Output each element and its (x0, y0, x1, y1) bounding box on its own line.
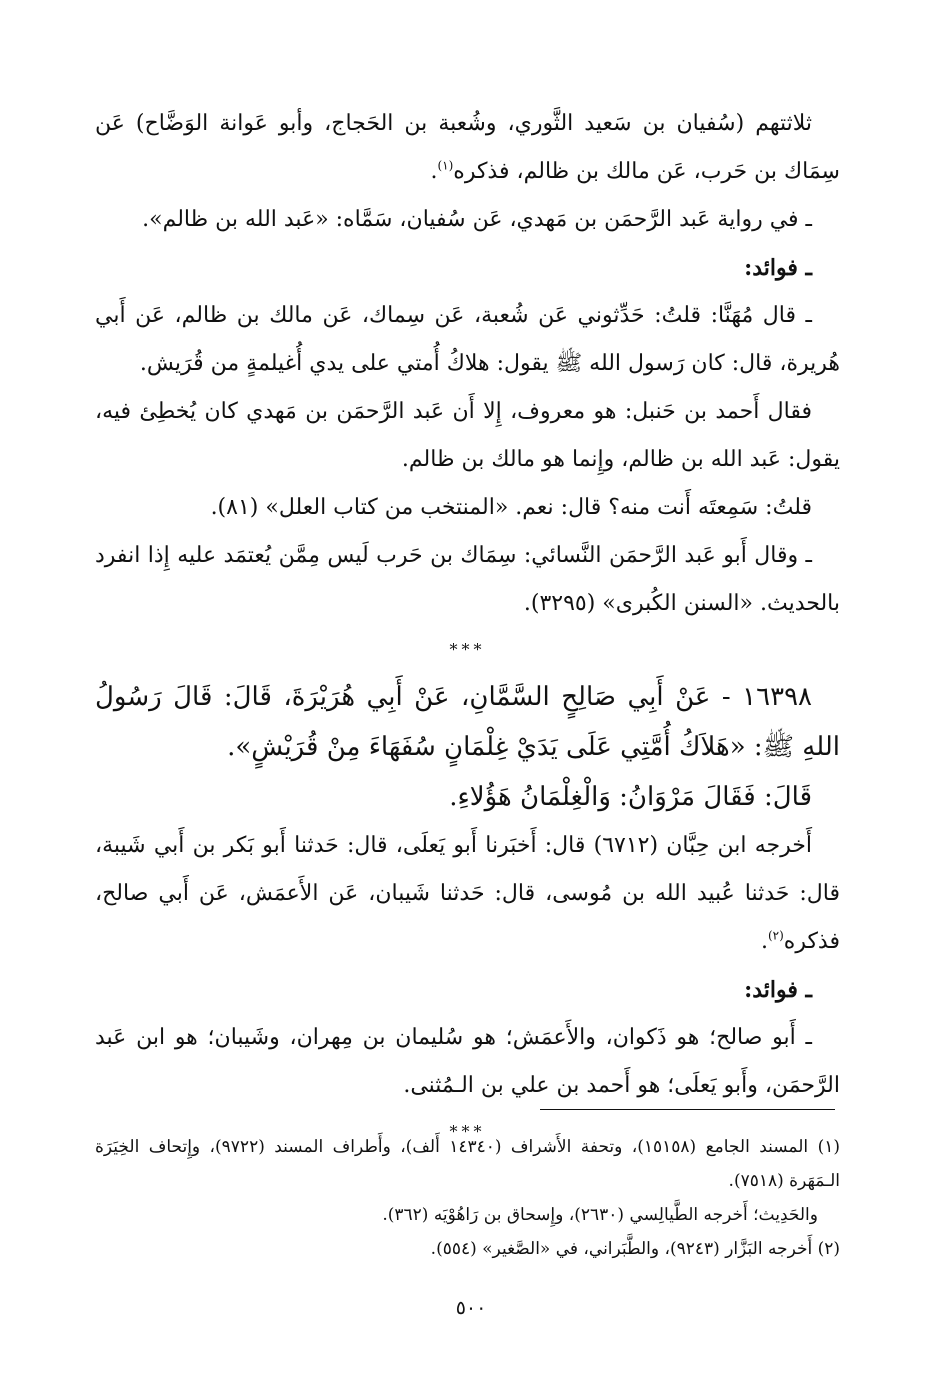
footnote-1-continuation: والحَدِيث؛ أَخرجه الطَّيالِسي (٢٦٣٠)، وإِسحاق بن رَاهُوْيَه (٣٦٢). (382, 1205, 818, 1225)
paragraph-muhanna: ـ قال مُهَنَّا: قلتُ: حَدِّثوني عَن شُعبة، عَن سِماك، عَن مالك بن ظالم، عَن أَبي هُريرة، قال: كان رَسول الله ﷺ يقول: هلاكُ أُمتي على يدي أُغيلمةٍ من قُرَيش. (95, 303, 840, 376)
paragraph-ahmad: فقال أَحمد بن حَنبل: هو معروف، إِلا أَن عَبد الرَّحمَن بن مَهدي كان يُخطِئ فيه، يقول: عَبد الله بن ظالم، وإِنما هو مالك بن ظالم. (95, 399, 840, 472)
section-separator-2: *** (449, 1122, 486, 1141)
benefits-heading-2: ـ فوائد: (744, 977, 812, 1003)
hadith-number: ١٦٣٩٨ - (710, 682, 812, 712)
footnote-ref-2[interactable]: (٢) (767, 928, 784, 943)
footnote-1: (١) المسند الجامع (١٥١٥٨)، وتحفة الأَشراف (١٤٣٤٠ أَلف)، وأَطراف المسند (٩٧٢٢)، وإِتحاف الخِيَرَة الـمَهَرة (٧٥١٨). (95, 1137, 840, 1191)
hadith-continuation: قَالَ: فَقَالَ مَرْوَانُ: وَالْغِلْمَانُ هَؤُلاءِ. (449, 782, 812, 812)
page-body (95, 100, 840, 1154)
footnote-divider (540, 1109, 835, 1110)
paragraph-variant: ـ في رواية عَبد الرَّحمَن بن مَهدي، عَن سُفيان، سَمَّاه: «عَبد الله بن ظالم». (142, 207, 812, 232)
footnotes (95, 1130, 840, 1266)
benefits-heading-1: ـ فوائد: (744, 255, 812, 281)
paragraph-question: قلتُ: سَمِعتَه أَنت منه؟ قال: نعم. «المنتخب من كتاب العلل» (٨١). (210, 495, 812, 520)
paragraph-narrators: ـ أَبو صالح؛ هو ذَكوان، والأَعمَش؛ هو سُليمان بن مِهران، وشَيبان؛ هو ابن عَبد الرَّحمَن، وأَبو يَعلَى؛ هو أَحمد بن علي بن الـمُثنى. (95, 1025, 840, 1098)
paragraph-takhrij: أَخرجه ابن حِبَّان (٦٧١٢) قال: أَخبَرنا أَبو يَعلَى، قال: حَدثنا أَبو بَكر بن أَبي شَيبة، قال: حَدثنا عُبيد الله بن مُوسى، قال: حَدثنا شَيبان، عَن الأَعمَش، عَن أَبي صالح، فذكره$^{(٢)}$. (95, 833, 840, 954)
hadith-text: ١٦٣٩٨ - عَنْ أَبِي صَالِحٍ السَّمَّانِ، عَنْ أَبِي هُرَيْرَةَ، قَالَ: قَالَ رَسُولُ اللهِ ﷺ: «هَلاَكُ أُمَّتِي عَلَى يَدَيْ غِلْمَانٍ سُفَهَاءَ مِنْ قُرَيْشٍ». (95, 682, 840, 762)
footnote-2: (٢) أَخرجه البَزَّار (٩٢٤٣)، والطَّبَراني، في «الصَّغير» (٥٥٤). (430, 1239, 840, 1259)
section-separator-1: *** (449, 640, 486, 659)
footnote-ref-1[interactable]: (١) (437, 158, 454, 173)
paragraph-nasai: ـ وقال أَبو عَبد الرَّحمَن النَّسائي: سِمَاك بن حَرب لَيس مِمَّن يُعتمَد عليه إِذا انفرد بالحديث. «السنن الكُبرى» (٣٢٩٥). (95, 543, 840, 616)
page-number: ٥٠٠ (455, 1297, 487, 1319)
paragraph-chain: ثلاثتهم (سُفيان بن سَعيد الثَّوري، وشُعبة بن الحَجاج، وأبو عَوانة الوَضَّاح) عَن سِمَاك بن حَرب، عَن مالك بن ظالم، فذكره$^{(١)}$. (95, 111, 840, 184)
